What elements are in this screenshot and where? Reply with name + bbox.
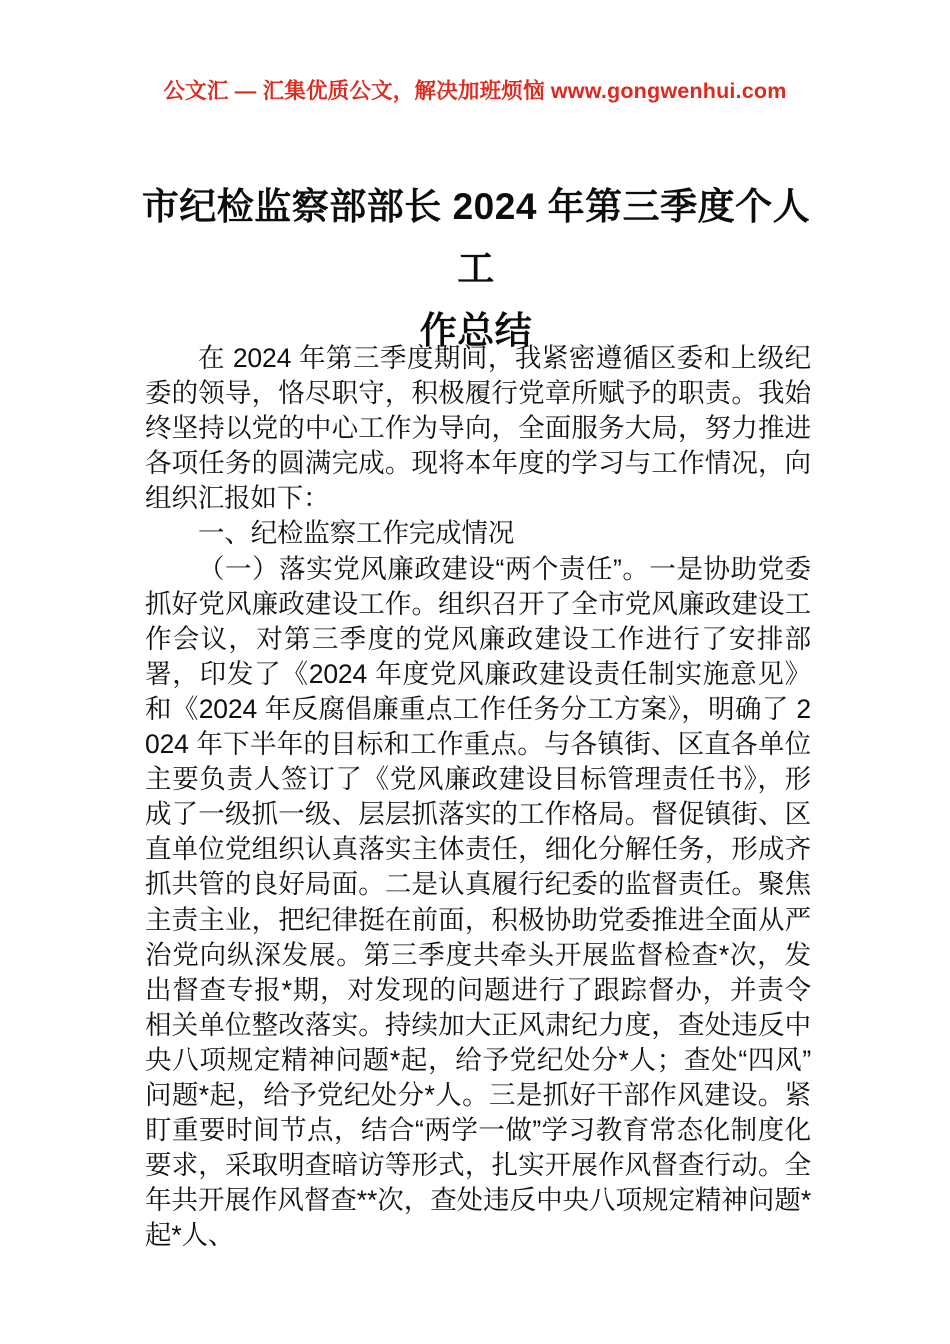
watermark-banner: 公文汇 — 汇集优质公文，解决加班烦恼 www.gongwenhui.com (163, 79, 787, 103)
document-body (145, 341, 811, 1253)
page-title-line-2: 作总结 (419, 310, 533, 351)
page-title-line-1: 市纪检监察部部长 2024 年第三季度个人工 (141, 186, 811, 289)
paragraph-subsection-one: （一）落实党风廉政建设“两个责任”。一是协助党委抓好党风廉政建设工作。组织召开了全市党风廉政建设工作会议，对第三季度的党风廉政建设工作进行了安排部署，印发了《2024 年度党风廉政建设责任制实施意见》和《2024 年反腐倡廉重点工作任务分工方案》，明确了 2024 年下半年的目标和工作重点。与各镇街、区直各单位主要负责人签订了《党风廉政建设目标管理责任书》，形成了一级抓一级、层层抓落实的工作格局。督促镇街、区直单位党组织认真落实主体责任，细化分解任务，形成齐抓共管的良好局面。二是认真履行纪委的监督责任。聚焦主责主业，把纪律挺在前面，积极协助党委推进全面从严治党向纵深发展。第三季度共牵头开展监督检查*次，发出督查专报*期，对发现的问题进行了跟踪督办，并责令相关单位整改落实。持续加大正风肃纪力度，查处违反中央八项规定精神问题*起，给予党纪处分*人；查处“四风”问题*起，给予党纪处分*人。三是抓好干部作风建设。紧盯重要时间节点，结合“两学一做”学习教育常态化制度化要求，采取明查暗访等形式，扎实开展作风督查行动。全年共开展作风督查**次，查处违反中央八项规定精神问题*起*人、 (145, 553, 811, 1251)
page-title (140, 176, 812, 362)
section-heading-one: 一、纪检监察工作完成情况 (198, 518, 515, 549)
paragraph-opening: 在 2024 年第三季度期间，我紧密遵循区委和上级纪委的领导，恪尽职守，积极履行党章所赋予的职责。我始终坚持以党的中心工作为导向，全面服务大局，努力推进各项任务的圆满完成。现将本年度的学习与工作情况，向组织汇报如下： (145, 343, 811, 514)
